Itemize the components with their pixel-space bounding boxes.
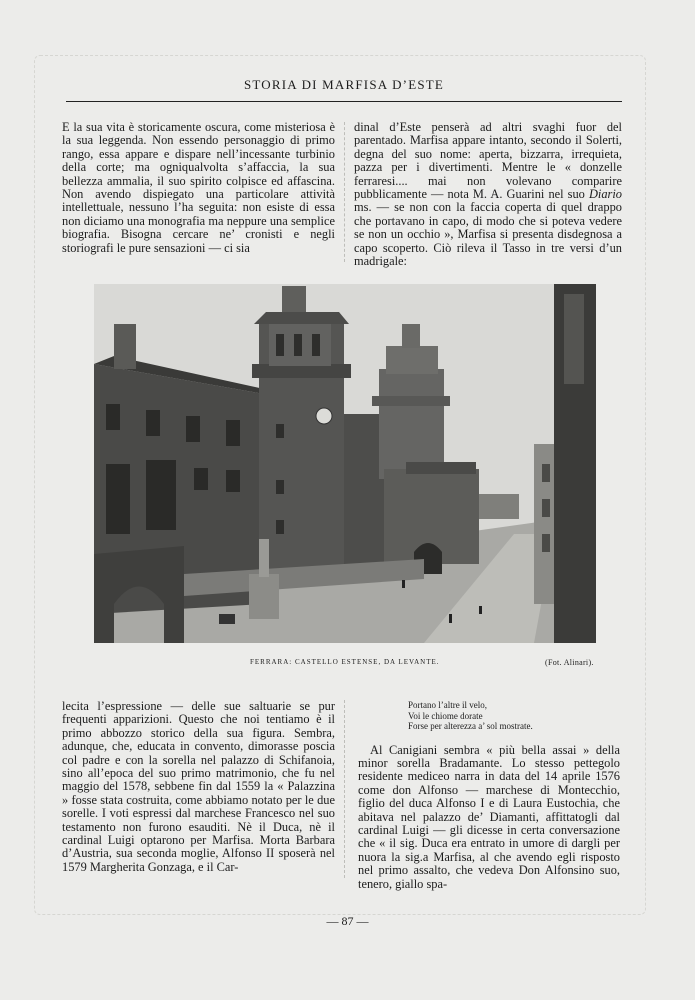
running-head: STORIA DI MARFISA D’ESTE bbox=[243, 77, 445, 92]
paragraph-top-right bbox=[354, 121, 622, 268]
verse-line: Portano l’altre il velo, bbox=[408, 700, 487, 710]
paragraph-top-left: E la sua vita è storicamente oscura, come misteriosa è la sua leggenda. Non essendo personaggio di primo rango, essa appare e dispare nell’incessante turbinio della corte; ma ogniqualvolta s’affaccia, la sua bellezza ammalia, il suo spirito colpisce ed affascina. Non avendo dispiegato una particolare attività intellettuale, nessuno l’ha seguita: non esiste di essa non diciamo una monografia ma neppure una semplice biografia. Bisogna cercare ne’ cronisti e negli storiografi le pure sensazioni — ci sia bbox=[62, 120, 335, 255]
column-left-bottom bbox=[62, 700, 335, 874]
figure-caption: FERRARA: CASTELLO ESTENSE, DA LEVANTE. bbox=[250, 658, 440, 666]
paragraph-top-right-part1: dinal d’Este penserà ad altri svaghi fuor del parentado. Marfisa appare intanto, secondo il Solerti, degna del suo nome: aperta, bizzarra, irrequieta, pazza per i divertimenti. Mentre le « donzelle ferraresi.... mai non volevano comparire pubblicamente — nota M. A. Guarini nel suo bbox=[354, 120, 622, 202]
page-number: — 87 — bbox=[326, 914, 369, 928]
verse-line: Forse per alterezza a’ sol mostrate. bbox=[408, 721, 533, 731]
photo-credit: (Fot. Alinari). bbox=[545, 658, 594, 667]
castle-photo-illustration bbox=[94, 284, 596, 643]
column-right-top bbox=[354, 121, 622, 268]
diario-italic: Diario bbox=[588, 187, 622, 202]
paragraph-top-right-part2: ms. — se non con la faccia coperta di quel drappo che portavano in capo, di modo che si poteva vedere se non un occhio », Marfisa si presenta disdegnosa a capo scoperto. Ciò rileva il Tasso in tre versi d’un madrigale: bbox=[354, 200, 622, 269]
paragraph-bottom-right: Al Canigiani sembra « più bella assai » della minor sorella Bradamante. Lo stesso pettegolo residente mediceo narra in data del 14 aprile 1576 come don Alfonso — marchese di Montecchio, figlio del duca Alfonso I e di Laura Eustochia, che abitava nel palazzo de’ Diamanti, affittatogli dal cardinal Luigi — gli dicesse in certa conversazione che « il sig. Duca era entrato in umore di dargli per nuora la sig.a Marfisa, al che avendo egli risposto nel primo assalto, che vedeva Don Alfonsino suo, tenero, giallo spa- bbox=[358, 742, 620, 891]
madrigal-verse bbox=[408, 700, 620, 732]
column-divider-bottom bbox=[344, 700, 345, 878]
header-rule bbox=[66, 101, 622, 102]
verse-line: Voi le chiome dorate bbox=[408, 710, 483, 721]
column-divider-top bbox=[344, 122, 345, 262]
column-left-top bbox=[62, 121, 335, 255]
castle-photograph bbox=[94, 284, 596, 643]
column-right-bottom bbox=[358, 700, 620, 891]
paragraph-bottom-left: lecita l’espressione — delle sue saltuarie se pur frequenti apparizioni. Questo che noi tentiamo è il primo abbozzo storico della sua figura. Sembra, adunque, che, educata in convento, dimorasse poscia col padre e con la sorella nel palazzo di Schifanoia, sino all’epoca del suo primo matrimonio, che fu nel maggio del 1578, sebbene fin dal 1559 la « Palazzina » fosse stata costruita, come abbiamo notato per le due sorelle. I voti espressi dal marchese Francesco nel suo testamento non furono esauditi. Nè il Duca, nè il cardinal Luigi optarono per Marfisa. Morta Barbara d’Austria, sua seconda moglie, Alfonso II sposerà nel 1579 Margherita Gonzaga, e il Car- bbox=[62, 699, 335, 874]
